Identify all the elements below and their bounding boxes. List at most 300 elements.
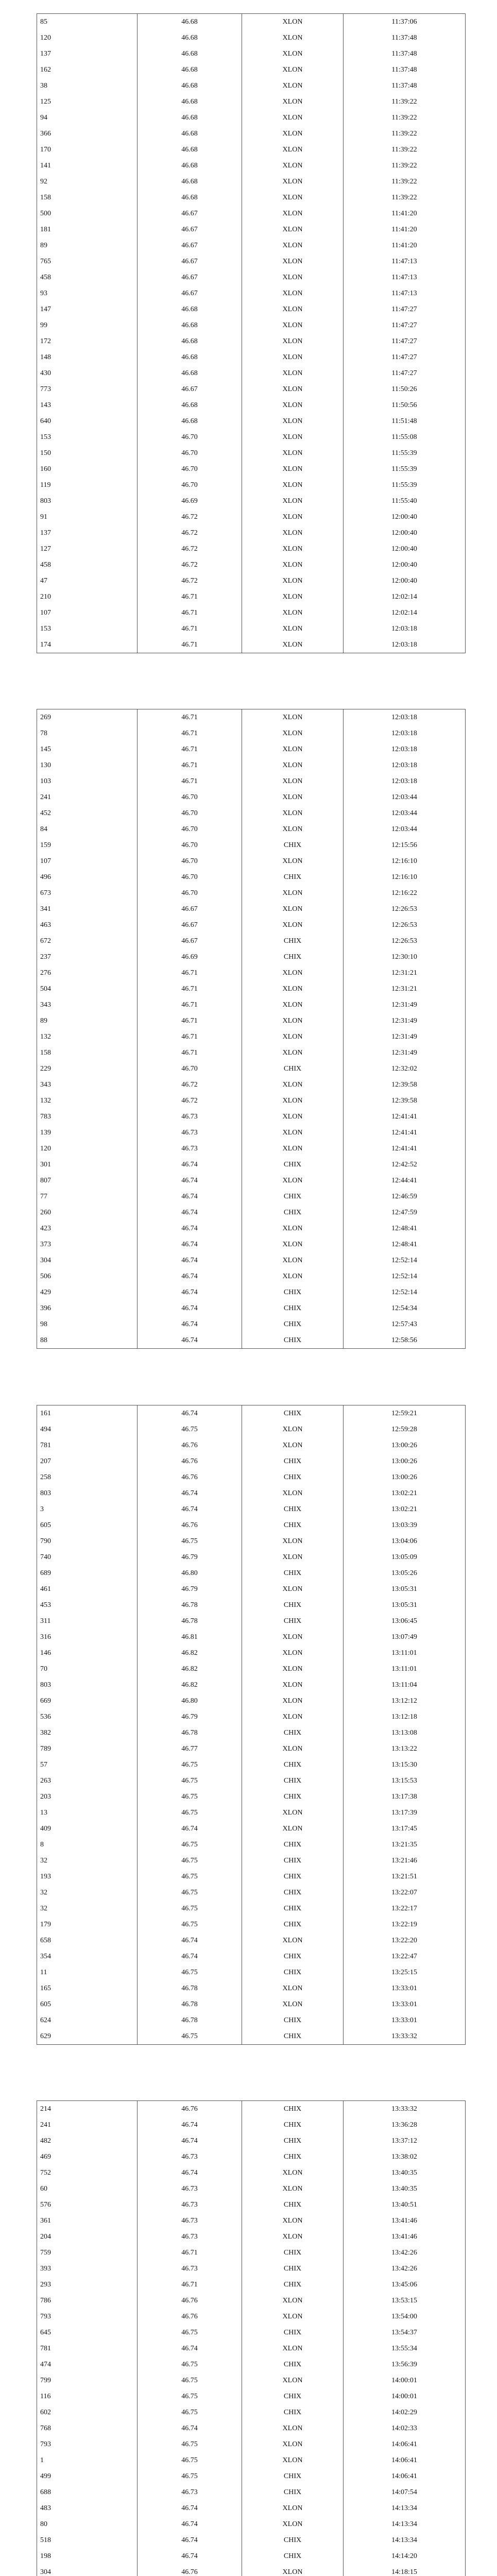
time-cell: 13:02:21 — [344, 1485, 466, 1501]
price-cell: 46.71 — [138, 773, 242, 789]
time-cell: 11:41:20 — [344, 238, 466, 253]
time-cell: 12:30:10 — [344, 949, 466, 965]
table-row — [37, 1173, 466, 1189]
price-cell: 46.76 — [138, 1517, 242, 1533]
price-cell: 46.67 — [138, 222, 242, 238]
price-cell: 46.67 — [138, 917, 242, 933]
table-row — [37, 1789, 466, 1805]
venue-cell: XLON — [242, 333, 344, 349]
price-cell: 46.74 — [138, 2420, 242, 2436]
time-cell: 13:40:51 — [344, 2197, 466, 2213]
table-row — [37, 1869, 466, 1885]
venue-cell: XLON — [242, 62, 344, 78]
venue-cell: CHIX — [242, 1284, 344, 1300]
venue-cell: XLON — [242, 509, 344, 525]
quantity-cell: 210 — [37, 589, 138, 605]
time-cell: 12:02:14 — [344, 605, 466, 621]
price-cell: 46.74 — [138, 2133, 242, 2149]
venue-cell: CHIX — [242, 1885, 344, 1901]
time-cell: 12:00:40 — [344, 541, 466, 557]
quantity-cell: 103 — [37, 773, 138, 789]
price-cell: 46.69 — [138, 493, 242, 509]
venue-cell: XLON — [242, 2213, 344, 2229]
venue-cell: XLON — [242, 206, 344, 222]
price-cell: 46.71 — [138, 1029, 242, 1045]
price-cell: 46.74 — [138, 2500, 242, 2516]
time-cell: 13:33:01 — [344, 2012, 466, 2028]
venue-cell: XLON — [242, 2372, 344, 2388]
venue-cell: XLON — [242, 917, 344, 933]
quantity-cell: 32 — [37, 1853, 138, 1869]
price-cell: 46.74 — [138, 2548, 242, 2564]
price-cell: 46.70 — [138, 837, 242, 853]
table-row — [37, 1109, 466, 1125]
venue-cell: XLON — [242, 981, 344, 997]
quantity-cell: 409 — [37, 1821, 138, 1837]
venue-cell: XLON — [242, 805, 344, 821]
venue-cell: XLON — [242, 1029, 344, 1045]
table-row — [37, 285, 466, 301]
table-row — [37, 1757, 466, 1773]
venue-cell: XLON — [242, 1125, 344, 1141]
price-cell: 46.68 — [138, 158, 242, 174]
quantity-cell: 689 — [37, 1565, 138, 1581]
time-cell: 12:52:14 — [344, 1252, 466, 1268]
price-cell: 46.68 — [138, 349, 242, 365]
venue-cell: XLON — [242, 1252, 344, 1268]
price-cell: 46.70 — [138, 461, 242, 477]
price-cell: 46.75 — [138, 2452, 242, 2468]
venue-cell: XLON — [242, 2500, 344, 2516]
price-cell: 46.68 — [138, 46, 242, 62]
table-row — [37, 1205, 466, 1221]
time-cell: 12:54:34 — [344, 1300, 466, 1316]
time-cell: 13:25:15 — [344, 1964, 466, 1980]
quantity-cell: 84 — [37, 821, 138, 837]
time-cell: 13:21:46 — [344, 1853, 466, 1869]
quantity-cell: 141 — [37, 158, 138, 174]
quantity-cell: 373 — [37, 1236, 138, 1252]
price-cell: 46.75 — [138, 2388, 242, 2404]
price-cell: 46.74 — [138, 1485, 242, 1501]
quantity-cell: 92 — [37, 174, 138, 190]
quantity-cell: 116 — [37, 2388, 138, 2404]
venue-cell: XLON — [242, 1645, 344, 1661]
price-cell: 46.74 — [138, 1405, 242, 1422]
table-row — [37, 917, 466, 933]
quantity-cell: 32 — [37, 1885, 138, 1901]
table-row — [37, 1332, 466, 1349]
table-row — [37, 1284, 466, 1300]
table-row — [37, 2277, 466, 2293]
time-cell: 13:33:32 — [344, 2101, 466, 2117]
time-cell: 13:04:06 — [344, 1533, 466, 1549]
venue-cell: CHIX — [242, 2197, 344, 2213]
price-cell: 46.78 — [138, 1613, 242, 1629]
price-cell: 46.71 — [138, 981, 242, 997]
table-row — [37, 1029, 466, 1045]
table-row — [37, 1157, 466, 1173]
time-cell: 11:37:06 — [344, 14, 466, 30]
time-cell: 11:39:22 — [344, 110, 466, 126]
price-cell: 46.74 — [138, 2341, 242, 2357]
table-row — [37, 2309, 466, 2325]
venue-cell: CHIX — [242, 1300, 344, 1316]
venue-cell: XLON — [242, 238, 344, 253]
venue-cell: XLON — [242, 1045, 344, 1061]
time-cell: 12:03:18 — [344, 773, 466, 789]
time-cell: 11:47:13 — [344, 269, 466, 285]
table-row — [37, 1645, 466, 1661]
price-cell: 46.73 — [138, 1141, 242, 1157]
quantity-cell: 366 — [37, 126, 138, 142]
table-row — [37, 589, 466, 605]
price-cell: 46.71 — [138, 741, 242, 757]
quantity-cell: 361 — [37, 2213, 138, 2229]
price-cell: 46.68 — [138, 94, 242, 110]
time-cell: 13:00:26 — [344, 1437, 466, 1453]
time-cell: 11:47:13 — [344, 253, 466, 269]
venue-cell: XLON — [242, 1236, 344, 1252]
price-cell: 46.75 — [138, 1805, 242, 1821]
venue-cell: CHIX — [242, 1061, 344, 1077]
table-row — [37, 2261, 466, 2277]
price-cell: 46.71 — [138, 709, 242, 726]
price-cell: 46.74 — [138, 1221, 242, 1236]
price-cell: 46.77 — [138, 1741, 242, 1757]
time-cell: 12:16:10 — [344, 853, 466, 869]
time-cell: 12:02:14 — [344, 589, 466, 605]
table-row — [37, 1693, 466, 1709]
time-cell: 12:16:10 — [344, 869, 466, 885]
quantity-cell: 536 — [37, 1709, 138, 1725]
venue-cell: CHIX — [242, 1964, 344, 1980]
quantity-cell: 89 — [37, 1013, 138, 1029]
time-cell: 12:41:41 — [344, 1109, 466, 1125]
quantity-cell: 799 — [37, 2372, 138, 2388]
price-cell: 46.71 — [138, 1045, 242, 1061]
table-row — [37, 158, 466, 174]
venue-cell: CHIX — [242, 2028, 344, 2045]
table-row — [37, 1300, 466, 1316]
table-row — [37, 1236, 466, 1252]
quantity-cell: 669 — [37, 1693, 138, 1709]
quantity-cell: 132 — [37, 1093, 138, 1109]
table-row — [37, 2245, 466, 2261]
table-row — [37, 2564, 466, 2576]
table-row — [37, 1093, 466, 1109]
venue-cell: CHIX — [242, 1869, 344, 1885]
time-cell: 12:52:14 — [344, 1284, 466, 1300]
venue-cell: XLON — [242, 2452, 344, 2468]
time-cell: 12:31:49 — [344, 1045, 466, 1061]
table-row — [37, 349, 466, 365]
quantity-cell: 207 — [37, 1453, 138, 1469]
table-row — [37, 2468, 466, 2484]
table-row — [37, 509, 466, 525]
table-row — [37, 1453, 466, 1469]
price-cell: 46.68 — [138, 365, 242, 381]
time-cell: 12:03:18 — [344, 757, 466, 773]
table-row — [37, 2516, 466, 2532]
price-cell: 46.70 — [138, 869, 242, 885]
table-row — [37, 725, 466, 741]
quantity-cell: 139 — [37, 1125, 138, 1141]
venue-cell: CHIX — [242, 1189, 344, 1205]
table-row — [37, 2165, 466, 2181]
time-cell: 12:00:40 — [344, 509, 466, 525]
table-row — [37, 238, 466, 253]
price-cell: 46.71 — [138, 637, 242, 653]
trades-table-3 — [37, 1405, 466, 2045]
price-cell: 46.67 — [138, 381, 242, 397]
table-row — [37, 1013, 466, 1029]
quantity-cell: 506 — [37, 1268, 138, 1284]
price-cell: 46.73 — [138, 2484, 242, 2500]
table-row — [37, 46, 466, 62]
price-cell: 46.75 — [138, 1853, 242, 1869]
quantity-cell: 396 — [37, 1300, 138, 1316]
time-cell: 12:52:14 — [344, 1268, 466, 1284]
quantity-cell: 85 — [37, 14, 138, 30]
venue-cell: CHIX — [242, 1837, 344, 1853]
table-row — [37, 1725, 466, 1741]
time-cell: 13:40:35 — [344, 2181, 466, 2197]
price-cell: 46.71 — [138, 965, 242, 981]
price-cell: 46.81 — [138, 1629, 242, 1645]
venue-cell: CHIX — [242, 1613, 344, 1629]
venue-cell: XLON — [242, 2229, 344, 2245]
table-row — [37, 709, 466, 726]
venue-cell: XLON — [242, 1821, 344, 1837]
quantity-cell: 172 — [37, 333, 138, 349]
quantity-cell: 70 — [37, 1661, 138, 1677]
table-row — [37, 997, 466, 1013]
time-cell: 12:59:28 — [344, 1421, 466, 1437]
quantity-cell: 474 — [37, 2357, 138, 2372]
venue-cell: XLON — [242, 1077, 344, 1093]
time-cell: 14:07:54 — [344, 2484, 466, 2500]
venue-cell: XLON — [242, 821, 344, 837]
quantity-cell: 452 — [37, 805, 138, 821]
quantity-cell: 393 — [37, 2261, 138, 2277]
table-row — [37, 2133, 466, 2149]
table-row — [37, 2404, 466, 2420]
quantity-cell: 241 — [37, 2117, 138, 2133]
table-row — [37, 142, 466, 158]
table-row — [37, 14, 466, 30]
venue-cell: XLON — [242, 1173, 344, 1189]
venue-cell: XLON — [242, 621, 344, 637]
time-cell: 13:38:02 — [344, 2149, 466, 2165]
venue-cell: XLON — [242, 2181, 344, 2197]
quantity-cell: 11 — [37, 1964, 138, 1980]
table-row — [37, 557, 466, 573]
venue-cell: XLON — [242, 789, 344, 805]
time-cell: 13:11:01 — [344, 1645, 466, 1661]
venue-cell: CHIX — [242, 2133, 344, 2149]
venue-cell: XLON — [242, 965, 344, 981]
price-cell: 46.72 — [138, 573, 242, 589]
time-cell: 14:02:33 — [344, 2420, 466, 2436]
time-cell: 14:02:29 — [344, 2404, 466, 2420]
table-row — [37, 1141, 466, 1157]
time-cell: 13:15:30 — [344, 1757, 466, 1773]
venue-cell: XLON — [242, 126, 344, 142]
table-row — [37, 381, 466, 397]
venue-cell: XLON — [242, 1268, 344, 1284]
price-cell: 46.74 — [138, 2532, 242, 2548]
price-cell: 46.72 — [138, 509, 242, 525]
price-cell: 46.75 — [138, 2404, 242, 2420]
quantity-cell: 38 — [37, 78, 138, 94]
quantity-cell: 483 — [37, 2500, 138, 2516]
quantity-cell: 107 — [37, 605, 138, 621]
time-cell: 14:06:41 — [344, 2468, 466, 2484]
quantity-cell: 93 — [37, 285, 138, 301]
venue-cell: CHIX — [242, 2149, 344, 2165]
table-row — [37, 2293, 466, 2309]
price-cell: 46.67 — [138, 901, 242, 917]
quantity-cell: 382 — [37, 1725, 138, 1741]
table-row — [37, 1581, 466, 1597]
quantity-cell: 773 — [37, 381, 138, 397]
venue-cell: XLON — [242, 413, 344, 429]
table-row — [37, 1517, 466, 1533]
time-cell: 12:15:56 — [344, 837, 466, 853]
time-cell: 13:06:45 — [344, 1613, 466, 1629]
venue-cell: XLON — [242, 557, 344, 573]
quantity-cell: 790 — [37, 1533, 138, 1549]
price-cell: 46.73 — [138, 1125, 242, 1141]
price-cell: 46.75 — [138, 2468, 242, 2484]
quantity-cell: 125 — [37, 94, 138, 110]
time-cell: 13:40:35 — [344, 2165, 466, 2181]
time-cell: 12:31:49 — [344, 1029, 466, 1045]
quantity-cell: 640 — [37, 413, 138, 429]
table-row — [37, 789, 466, 805]
price-cell: 46.67 — [138, 253, 242, 269]
venue-cell: XLON — [242, 190, 344, 206]
time-cell: 13:00:26 — [344, 1453, 466, 1469]
venue-cell: XLON — [242, 477, 344, 493]
quantity-cell: 150 — [37, 445, 138, 461]
time-cell: 12:39:58 — [344, 1093, 466, 1109]
price-cell: 46.78 — [138, 2012, 242, 2028]
price-cell: 46.76 — [138, 2293, 242, 2309]
venue-cell: XLON — [242, 1980, 344, 1996]
table-row — [37, 621, 466, 637]
table-row — [37, 1677, 466, 1693]
venue-cell: XLON — [242, 1661, 344, 1677]
quantity-cell: 146 — [37, 1645, 138, 1661]
quantity-cell: 673 — [37, 885, 138, 901]
table-row — [37, 1917, 466, 1933]
price-cell: 46.68 — [138, 397, 242, 413]
venue-cell: CHIX — [242, 1901, 344, 1917]
quantity-cell: 198 — [37, 2548, 138, 2564]
table-row — [37, 2012, 466, 2028]
time-cell: 12:00:40 — [344, 557, 466, 573]
quantity-cell: 304 — [37, 1252, 138, 1268]
venue-cell: XLON — [242, 301, 344, 317]
price-cell: 46.71 — [138, 2245, 242, 2261]
time-cell: 11:47:27 — [344, 349, 466, 365]
time-cell: 12:42:52 — [344, 1157, 466, 1173]
venue-cell: XLON — [242, 2293, 344, 2309]
quantity-cell: 463 — [37, 917, 138, 933]
quantity-cell: 276 — [37, 965, 138, 981]
price-cell: 46.75 — [138, 1964, 242, 1980]
table-row — [37, 493, 466, 509]
time-cell: 12:03:18 — [344, 725, 466, 741]
time-cell: 12:03:18 — [344, 637, 466, 653]
venue-cell: XLON — [242, 110, 344, 126]
quantity-cell: 237 — [37, 949, 138, 965]
quantity-cell: 783 — [37, 1109, 138, 1125]
price-cell: 46.75 — [138, 2028, 242, 2045]
price-cell: 46.82 — [138, 1645, 242, 1661]
price-cell: 46.79 — [138, 1581, 242, 1597]
venue-cell: XLON — [242, 1933, 344, 1948]
time-cell: 11:47:27 — [344, 333, 466, 349]
table-row — [37, 2420, 466, 2436]
venue-cell: XLON — [242, 1141, 344, 1157]
table-row — [37, 1221, 466, 1236]
quantity-cell: 170 — [37, 142, 138, 158]
time-cell: 11:50:26 — [344, 381, 466, 397]
quantity-cell: 162 — [37, 62, 138, 78]
quantity-cell: 605 — [37, 1517, 138, 1533]
venue-cell: XLON — [242, 757, 344, 773]
quantity-cell: 160 — [37, 461, 138, 477]
price-cell: 46.73 — [138, 2149, 242, 2165]
time-cell: 13:07:49 — [344, 1629, 466, 1645]
time-cell: 12:41:41 — [344, 1125, 466, 1141]
table-row — [37, 981, 466, 997]
quantity-cell: 605 — [37, 1996, 138, 2012]
quantity-cell: 803 — [37, 1485, 138, 1501]
venue-cell: CHIX — [242, 1789, 344, 1805]
table-row — [37, 1549, 466, 1565]
price-cell: 46.70 — [138, 853, 242, 869]
quantity-cell: 301 — [37, 1157, 138, 1173]
price-cell: 46.67 — [138, 269, 242, 285]
quantity-cell: 88 — [37, 1332, 138, 1349]
venue-cell: CHIX — [242, 2404, 344, 2420]
venue-cell: XLON — [242, 637, 344, 653]
price-cell: 46.73 — [138, 2229, 242, 2245]
venue-cell: XLON — [242, 1693, 344, 1709]
table-row — [37, 1268, 466, 1284]
time-cell: 11:37:48 — [344, 62, 466, 78]
table-row — [37, 333, 466, 349]
time-cell: 11:47:13 — [344, 285, 466, 301]
venue-cell: CHIX — [242, 2548, 344, 2564]
table-row — [37, 949, 466, 965]
time-cell: 11:55:40 — [344, 493, 466, 509]
quantity-cell: 165 — [37, 1980, 138, 1996]
price-cell: 46.71 — [138, 725, 242, 741]
venue-cell: XLON — [242, 94, 344, 110]
quantity-cell: 8 — [37, 1837, 138, 1853]
quantity-cell: 120 — [37, 1141, 138, 1157]
price-cell: 46.74 — [138, 1332, 242, 1349]
price-cell: 46.67 — [138, 285, 242, 301]
venue-cell: CHIX — [242, 1773, 344, 1789]
price-cell: 46.71 — [138, 757, 242, 773]
price-cell: 46.80 — [138, 1693, 242, 1709]
